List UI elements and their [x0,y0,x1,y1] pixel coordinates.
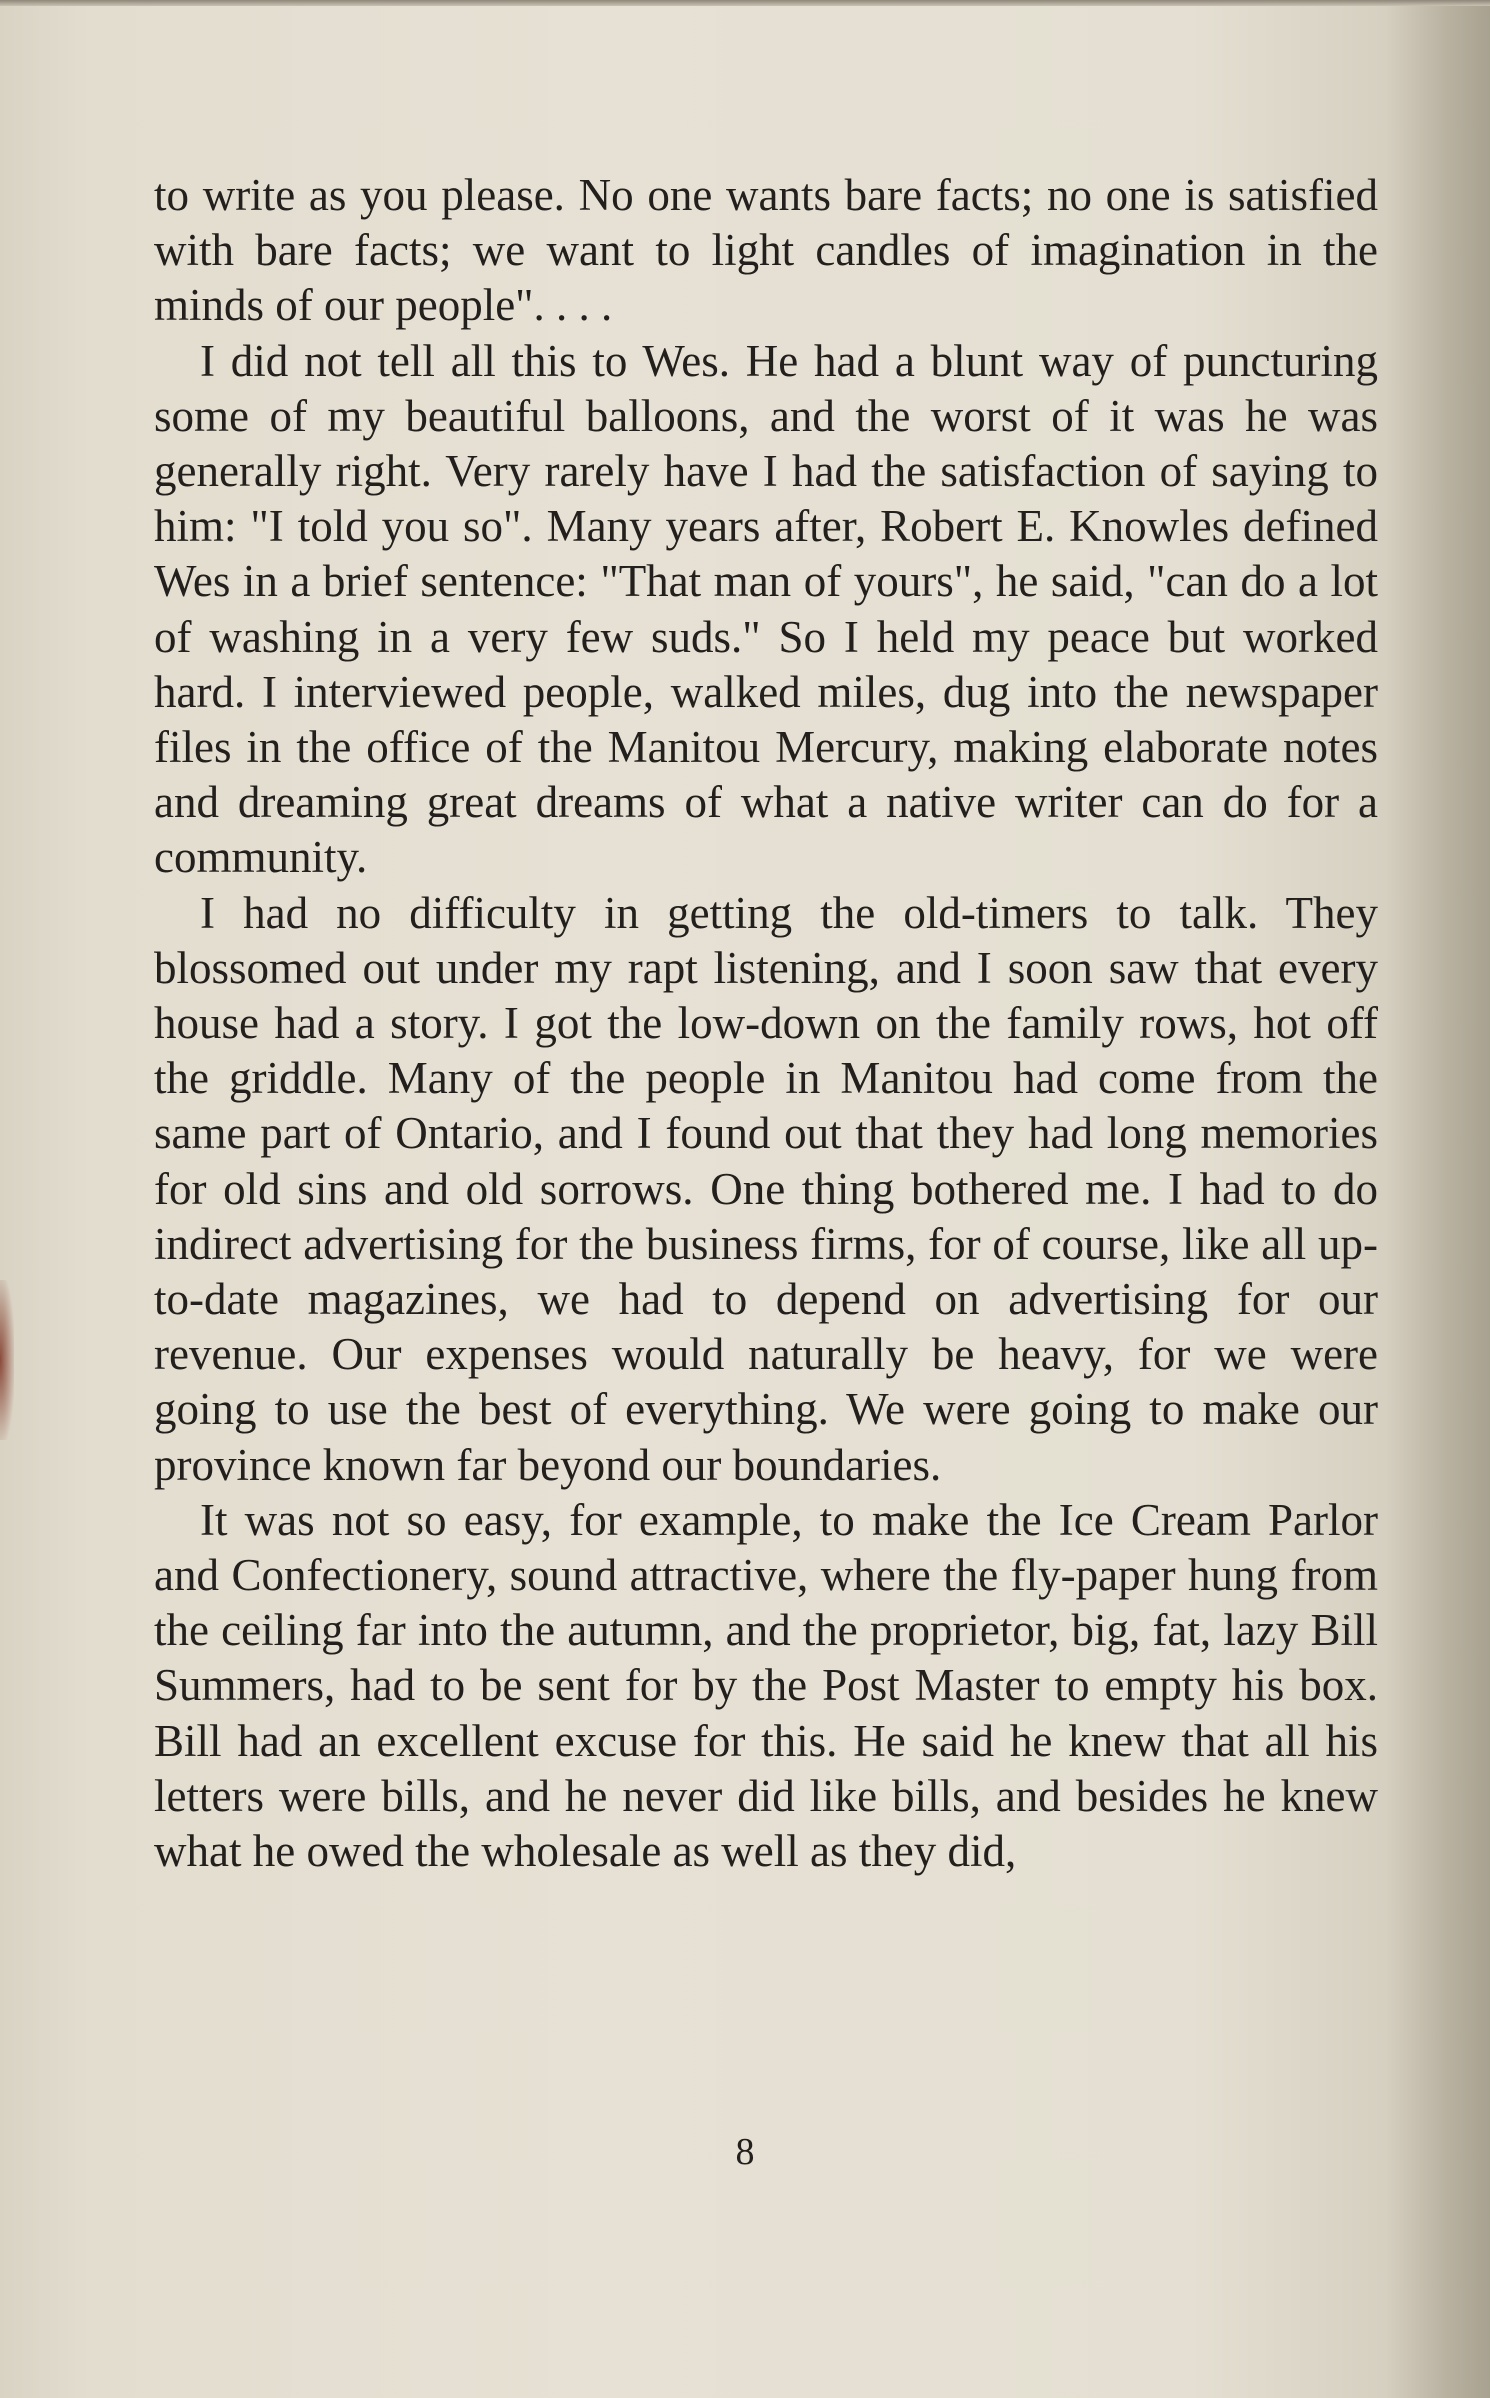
page-top-edge [0,0,1490,6]
body-text [154,168,1378,1879]
page-binding-mark [0,1280,14,1440]
page-number: 8 [735,2131,755,2173]
paragraph-4: It was not so easy, for example, to make the Ice Cream Parlor and Confectionery, sound attractive, where the fly-paper hung from the ceiling far into the autumn, and the proprietor, big, fat, lazy Bill Summers, had to be sent for by the Post Master to empty his box. Bill had an excellent excuse for this. He said he knew that all his letters were bills, and he never did like bills, and besides he knew what he owed the wholesale as well as they did, [154,1494,1378,1877]
paragraph-1: to write as you please. No one wants bare facts; no one is satisfied with bare facts; we want to light candles of imagination in the minds of our people". . . . [154,170,1378,331]
paragraph-2: I did not tell all this to Wes. He had a blunt way of puncturing some of my beautiful balloons, and the worst of it was he was generally right. Very rarely have I had the satisfaction of saying to him: "I told you so". Many years after, Robert E. Knowles defined Wes in a brief sentence: "That man of yours", he said, "can do a lot of washing in a very few suds." So I held my peace but worked hard. I interviewed people, walked miles, dug into the newspaper files in the office of the Manitou Mercury, making elaborate notes and dreaming great dreams of what a native writer can do for a community. [154,335,1378,883]
paragraph-3: I had no difficulty in getting the old-timers to talk. They blossomed out under my rapt listening, and I soon saw that every house had a story. I got the low-down on the family rows, hot off the griddle. Many of the people in Manitou had come from the same part of Ontario, and I found out that they had long memories for old sins and old sorrows. One thing bothered me. I had to do indirect advertising for the business firms, for of course, like all up-to-date magazines, we had to depend on advertising for our revenue. Our expenses would naturally be heavy, for we were going to use the best of everything. We were going to make our province known far beyond our boundaries. [154,887,1378,1490]
